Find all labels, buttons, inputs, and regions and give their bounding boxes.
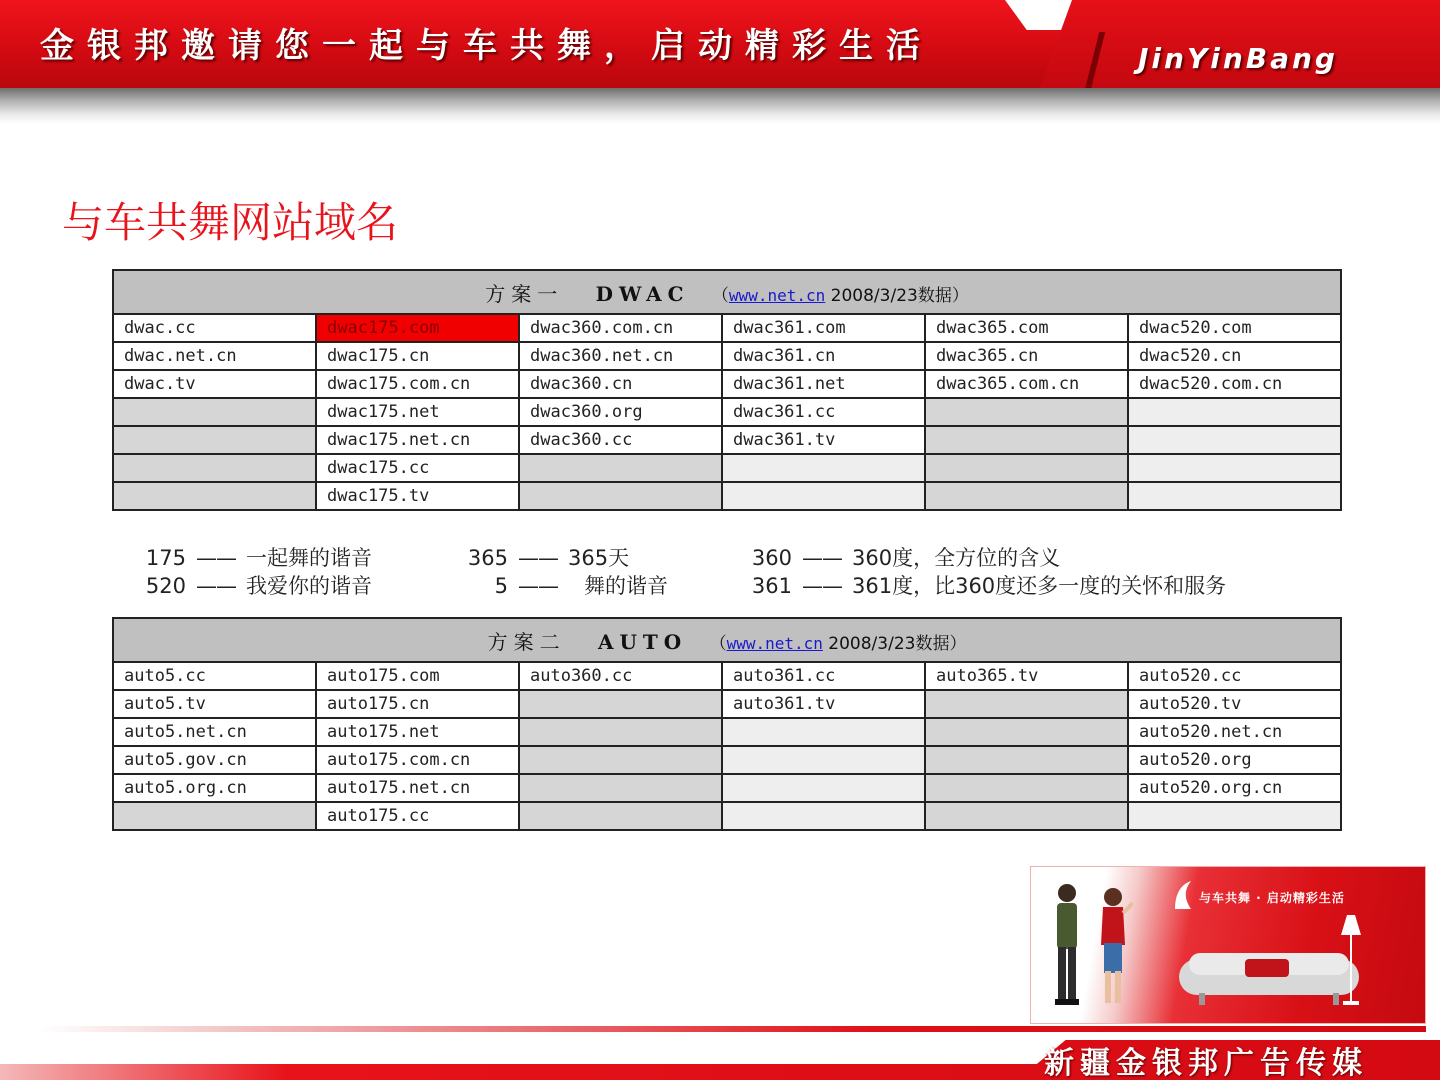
domain-cell (1128, 398, 1341, 426)
domain-cell: auto361.cc (722, 662, 925, 690)
table-row (113, 342, 1341, 370)
domain-cell (519, 454, 722, 482)
note-175 (144, 542, 372, 572)
note-361 (750, 570, 1226, 600)
domain-cell (1128, 454, 1341, 482)
domain-cell: auto175.com.cn (316, 746, 519, 774)
man-figure-icon (1049, 881, 1085, 1011)
domain-cell (1128, 802, 1341, 830)
table-row (113, 370, 1341, 398)
note-365-text: 365天 (568, 546, 630, 570)
note-360 (750, 542, 1060, 572)
domain-cell (925, 746, 1128, 774)
note-520 (144, 570, 372, 600)
domain-cell (925, 690, 1128, 718)
page-title: 与车共舞网站域名 (62, 198, 399, 247)
note-520-number: 520 (145, 574, 186, 598)
domain-cell (925, 802, 1128, 830)
domain-cell: auto361.tv (722, 690, 925, 718)
domain-cell: dwac.cc (113, 314, 316, 342)
domain-cell: dwac520.com.cn (1128, 370, 1341, 398)
note-360-dash: —— (802, 546, 842, 570)
note-361-number: 361 (751, 574, 792, 598)
domain-cell (925, 774, 1128, 802)
domain-cell (519, 746, 722, 774)
domain-cell: auto5.cc (113, 662, 316, 690)
domain-cell: auto360.cc (519, 662, 722, 690)
domain-cell: dwac361.cc (722, 398, 925, 426)
number-meaning-notes (0, 538, 1440, 608)
table-row (113, 314, 1341, 342)
promo-tagline: 与车共舞 · 启动精彩生活 (1199, 891, 1345, 905)
lamp-icon (1337, 915, 1365, 1007)
domain-cell: dwac.tv (113, 370, 316, 398)
domain-cell: auto5.org.cn (113, 774, 316, 802)
woman-figure-icon (1093, 885, 1133, 1009)
domain-cell: auto520.org (1128, 746, 1341, 774)
note-361-dash: —— (802, 574, 842, 598)
footer-accent-line (40, 1026, 1426, 1032)
domain-cell (113, 426, 316, 454)
note-5-dash: —— (518, 574, 558, 598)
note-520-text: 我爱你的谐音 (246, 574, 372, 598)
table-row (113, 398, 1341, 426)
domain-cell (925, 398, 1128, 426)
plan2-name: 方案二 (487, 629, 566, 654)
table-row (113, 690, 1341, 718)
note-365-dash: —— (518, 546, 558, 570)
table-row (113, 426, 1341, 454)
domain-cell: dwac360.org (519, 398, 722, 426)
plan1-domain-table (112, 269, 1342, 511)
domain-cell: dwac365.com (925, 314, 1128, 342)
domain-cell: dwac361.tv (722, 426, 925, 454)
domain-cell: auto175.cn (316, 690, 519, 718)
domain-cell (113, 398, 316, 426)
domain-cell: dwac175.cn (316, 342, 519, 370)
header-banner (0, 0, 1440, 92)
domain-cell (113, 482, 316, 510)
table-row (113, 482, 1341, 510)
note-5-number: 5 (494, 574, 508, 598)
table-row (113, 802, 1341, 830)
table-row (113, 718, 1341, 746)
domain-cell (519, 482, 722, 510)
domain-cell: dwac361.com (722, 314, 925, 342)
domain-cell (925, 482, 1128, 510)
domain-cell: dwac175.net.cn (316, 426, 519, 454)
table-row (113, 746, 1341, 774)
domain-cell: auto5.tv (113, 690, 316, 718)
domain-cell: dwac175.net (316, 398, 519, 426)
domain-cell (519, 718, 722, 746)
plan2-domain-table (112, 617, 1342, 831)
domain-cell: auto5.net.cn (113, 718, 316, 746)
domain-cell (1128, 426, 1341, 454)
domain-cell: auto175.cc (316, 802, 519, 830)
domain-cell (722, 746, 925, 774)
plan1-source-link[interactable]: www.net.cn (728, 285, 826, 305)
domain-cell: auto175.com (316, 662, 519, 690)
domain-cell (113, 802, 316, 830)
plan2-header (113, 618, 1341, 662)
plan1-source (712, 286, 969, 306)
plan1-name: 方案一 (485, 281, 564, 306)
plan1-source-date: 2008/3/23数据） (825, 285, 969, 306)
domain-cell: auto5.gov.cn (113, 746, 316, 774)
domain-cell (722, 718, 925, 746)
note-175-dash: —— (196, 546, 236, 570)
header-shadow (0, 88, 1440, 124)
domain-cell (722, 802, 925, 830)
domain-cell: dwac365.cn (925, 342, 1128, 370)
domain-cell: auto365.tv (925, 662, 1128, 690)
domain-cell (1128, 482, 1341, 510)
domain-cell: dwac360.com.cn (519, 314, 722, 342)
domain-cell: dwac.net.cn (113, 342, 316, 370)
domain-cell: dwac175.tv (316, 482, 519, 510)
note-365 (462, 542, 629, 572)
plan1-source-open: （ (711, 285, 729, 306)
note-5 (462, 570, 668, 600)
header-slogan: 金银邦邀请您一起与车共舞，启动精彩生活 (40, 26, 933, 66)
domain-cell (925, 718, 1128, 746)
domain-cell: dwac361.net (722, 370, 925, 398)
domain-cell: dwac360.net.cn (519, 342, 722, 370)
domain-cell: auto520.org.cn (1128, 774, 1341, 802)
plan1-header (113, 270, 1341, 314)
domain-cell: auto520.tv (1128, 690, 1341, 718)
domain-cell: dwac520.cn (1128, 342, 1341, 370)
note-360-number: 360 (751, 546, 792, 570)
domain-cell: dwac365.com.cn (925, 370, 1128, 398)
brand-logo-icon (1171, 879, 1195, 911)
note-175-number: 175 (145, 546, 186, 570)
plan2-source (710, 634, 967, 654)
domain-cell: dwac520.com (1128, 314, 1341, 342)
domain-cell (519, 802, 722, 830)
domain-cell: auto520.net.cn (1128, 718, 1341, 746)
domain-cell: auto520.cc (1128, 662, 1341, 690)
domain-cell (722, 482, 925, 510)
note-175-text: 一起舞的谐音 (246, 546, 372, 570)
note-365-number: 365 (467, 546, 508, 570)
plan1-code: DWAC (595, 281, 690, 306)
plan2-source-link[interactable]: www.net.cn (726, 633, 823, 653)
domain-cell (925, 426, 1128, 454)
domain-cell (519, 774, 722, 802)
note-360-text: 360度，全方位的含义 (852, 546, 1061, 570)
footer-brand: 新疆金银邦广告传媒 (1044, 1046, 1368, 1080)
plan2-table-body (113, 662, 1341, 830)
domain-cell (519, 690, 722, 718)
table-row (113, 774, 1341, 802)
domain-cell: auto175.net.cn (316, 774, 519, 802)
note-5-text: 舞的谐音 (584, 574, 668, 598)
domain-cell: auto175.net (316, 718, 519, 746)
domain-cell: dwac175.com.cn (316, 370, 519, 398)
plan2-source-open: （ (709, 633, 727, 654)
promo-image (1030, 866, 1426, 1024)
domain-cell: dwac360.cc (519, 426, 722, 454)
table-row (113, 454, 1341, 482)
brand-logo-text: JinYinBang (1138, 42, 1338, 75)
note-520-dash: —— (196, 574, 236, 598)
domain-cell (722, 454, 925, 482)
table-row (113, 662, 1341, 690)
domain-cell (722, 774, 925, 802)
plan2-code: AUTO (597, 629, 688, 654)
domain-cell (925, 454, 1128, 482)
domain-cell: dwac361.cn (722, 342, 925, 370)
plan1-table-body (113, 314, 1341, 510)
plan2-source-date: 2008/3/23数据） (822, 633, 967, 654)
highlighted-domain-cell: dwac175.com (316, 314, 519, 342)
note-361-text: 361度，比360度还多一度的关怀和服务 (852, 574, 1227, 598)
domain-cell: dwac360.cn (519, 370, 722, 398)
domain-cell (113, 454, 316, 482)
domain-cell: dwac175.cc (316, 454, 519, 482)
